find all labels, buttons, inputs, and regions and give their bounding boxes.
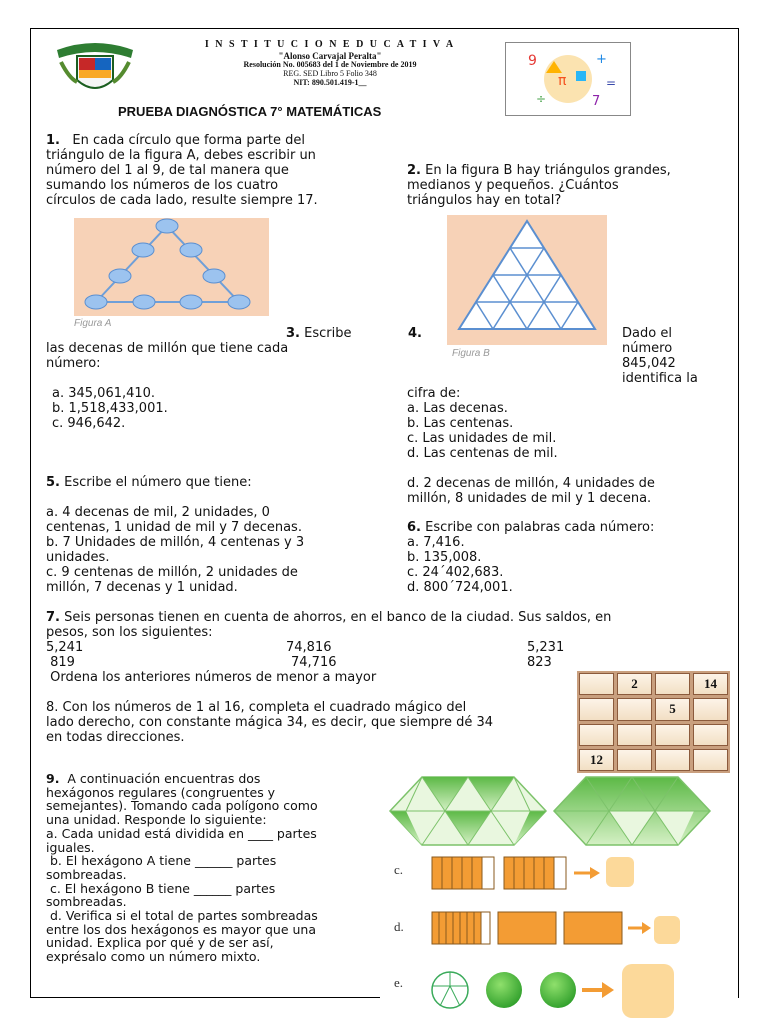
- registry: REG. SED Libro 5 Folio 348: [283, 69, 377, 78]
- q1-line: triángulo de la figura A, debes escribir un: [46, 148, 316, 163]
- q5-line: millón, 7 decenas y 1 unidad.: [46, 580, 238, 595]
- question-number: 4.: [408, 326, 422, 341]
- svg-text:π: π: [558, 73, 567, 89]
- page-title: PRUEBA DIAGNÓSTICA 7° MATEMÁTICAS: [118, 104, 382, 119]
- question-4: [407, 386, 558, 461]
- figure-b-caption: Figura B: [452, 348, 490, 359]
- question-5: [46, 505, 304, 595]
- svg-text:÷: ÷: [536, 92, 547, 106]
- q6-text: Escribe con palabras cada número:: [425, 520, 655, 535]
- q4-item: d. Las centenas de mil.: [407, 446, 558, 461]
- hexagon-b: [552, 775, 712, 851]
- question-number: 5.: [46, 475, 60, 490]
- q6-item: c. 24´402,683.: [407, 565, 504, 580]
- resolution: Resolución No. 005683 del 1 de Noviembre de 2019: [243, 60, 417, 69]
- question-7: [46, 610, 736, 640]
- row-label-c: c.: [394, 862, 404, 877]
- q8-line: 8. Con los números de 1 al 16, completa el cuadrado mágico del: [46, 700, 467, 715]
- svg-text:9: 9: [528, 53, 537, 69]
- magic-square-cell[interactable]: 12: [579, 749, 614, 771]
- magic-square-cell[interactable]: [617, 724, 652, 746]
- magic-square-cell[interactable]: [579, 698, 614, 720]
- figure-a-triangle: [74, 218, 269, 316]
- q2-line: En la figura B hay triángulos grandes,: [425, 163, 671, 178]
- q6-item: b. 135,008.: [407, 550, 482, 565]
- q7-instruction: Ordena los anteriores números de menor a mayor: [46, 670, 377, 685]
- q3-first: Escribe: [304, 326, 352, 341]
- svg-text:=: =: [606, 76, 617, 90]
- q4-side-line: número: [622, 341, 673, 356]
- q2-line: medianos y pequeños. ¿Cuántos: [407, 178, 619, 193]
- q5-line: a. 4 decenas de mil, 2 unidades, 0: [46, 505, 270, 520]
- magic-square-cell[interactable]: 5: [655, 698, 690, 720]
- magic-square-cell[interactable]: [579, 673, 614, 695]
- hexagon-a: [388, 775, 548, 851]
- balance-value: 74,716: [291, 655, 337, 670]
- magic-square-cell[interactable]: [655, 673, 690, 695]
- q4-side-line: Dado el: [622, 326, 672, 341]
- q5-heading: [46, 475, 252, 490]
- institution-name: I N S T I T U C I O N E D U C A T I V A: [204, 39, 456, 50]
- q3-line: número:: [46, 356, 101, 371]
- q6-item: d. 800´724,001.: [407, 580, 513, 595]
- school-logo: [55, 38, 135, 98]
- balance-value: 5,241: [46, 640, 84, 655]
- q4-side-line: 845,042: [622, 356, 676, 371]
- q9-line: entre los dos hexágonos es mayor que una: [46, 921, 317, 937]
- q3-heading: [286, 326, 351, 341]
- figure-b-triangles: [447, 215, 607, 345]
- figure-a-caption: Figura A: [74, 318, 112, 329]
- fraction-bars-d: [430, 908, 690, 954]
- q5-line: d. 2 decenas de millón, 4 unidades de: [407, 476, 655, 491]
- q4-number: [408, 326, 422, 341]
- q3-item: b. 1,518,433,001.: [52, 401, 168, 416]
- q1-line: sumando los números de los cuatro: [46, 178, 279, 193]
- q8-line: en todas direcciones.: [46, 730, 185, 745]
- fraction-bars-c: [430, 853, 640, 897]
- balance-value: 74,816: [286, 640, 332, 655]
- question-8: [46, 700, 493, 745]
- q4-item: a. Las decenas.: [407, 401, 508, 416]
- q7-line: Seis personas tienen en cuenta de ahorros, en el banco de la ciudad. Sus saldos, en: [64, 610, 612, 625]
- question-number: 6.: [407, 520, 421, 535]
- q9-line: d. Verifica si el total de partes sombreadas: [46, 908, 318, 924]
- magic-square-cell[interactable]: [655, 749, 690, 771]
- q5-line: millón, 8 unidades de mil y 1 decena.: [407, 491, 652, 506]
- q5-line: centenas, 1 unidad de mil y 7 decenas.: [46, 520, 302, 535]
- q9-line: unidad. Explica por qué y de ser así,: [46, 935, 274, 951]
- magic-square: [577, 671, 730, 773]
- q9-line: hexágonos regulares (congruentes y: [46, 784, 276, 800]
- q5-line: b. 7 Unidades de millón, 4 centenas y 3: [46, 535, 305, 550]
- circles-e: [430, 960, 680, 1022]
- magic-square-cell[interactable]: [693, 724, 728, 746]
- magic-square-cell[interactable]: 14: [693, 673, 728, 695]
- q5-line: unidades.: [46, 550, 110, 565]
- question-number: 9.: [46, 771, 60, 786]
- balance-value: 819: [46, 655, 75, 670]
- q9-line: exprésalo como un número mixto.: [46, 949, 261, 965]
- q4-side-line: identifica la: [622, 371, 698, 386]
- page-border-bottom: [30, 997, 380, 998]
- q9-line: c. El hexágono B tiene ______ partes: [46, 880, 276, 896]
- school-name: "Alonso Carvajal Peralta": [278, 51, 382, 61]
- q9-line: b. El hexágono A tiene ______ partes: [46, 853, 277, 869]
- question-3: [46, 341, 288, 431]
- balance-value: 823: [527, 655, 552, 670]
- balance-value: 5,231: [527, 640, 565, 655]
- q4-item: c. Las unidades de mil.: [407, 431, 557, 446]
- question-number: 1.: [46, 133, 60, 148]
- q9-line: a. Cada unidad está dividida en ____ partes: [46, 825, 317, 841]
- q1-line: número del 1 al 9, de tal manera que: [46, 163, 289, 178]
- question-6: [407, 520, 654, 595]
- q4-side-text: [622, 326, 698, 386]
- q2-line: triángulos hay en total?: [407, 193, 562, 208]
- row-label-e: e.: [394, 975, 404, 990]
- magic-square-cell[interactable]: [693, 749, 728, 771]
- q9-line: una unidad. Responde lo siguiente:: [46, 812, 267, 828]
- math-decoration-image: [505, 42, 631, 116]
- q4-item: b. Las centenas.: [407, 416, 514, 431]
- q7-line: pesos, son los siguientes:: [46, 625, 213, 640]
- q5-right: [407, 476, 655, 506]
- q9-line: A continuación encuentras dos: [59, 771, 261, 786]
- q3-item: a. 345,061,410.: [52, 386, 156, 401]
- q9-line: sombreadas.: [46, 894, 127, 910]
- magic-square-cell[interactable]: [693, 698, 728, 720]
- q8-line: lado derecho, con constante mágica 34, es decir, que siempre dé 34: [46, 715, 494, 730]
- question-number: 2.: [407, 163, 421, 178]
- row-label-d: d.: [394, 919, 404, 934]
- q5-text: Escribe el número que tiene:: [64, 475, 252, 490]
- question-number: 3.: [286, 326, 300, 341]
- q5-line: c. 9 centenas de millón, 2 unidades de: [46, 565, 298, 580]
- q3-line: las decenas de millón que tiene cada: [46, 341, 289, 356]
- q9-line: iguales.: [46, 839, 95, 855]
- page-border-top: [30, 28, 739, 29]
- magic-square-cell[interactable]: [579, 724, 614, 746]
- question-2: [407, 163, 671, 208]
- question-9: [46, 772, 318, 964]
- magic-square-cell[interactable]: [655, 724, 690, 746]
- q4-line: cifra de:: [407, 386, 461, 401]
- q9-line: sombreadas.: [46, 866, 127, 882]
- q3-item: c. 946,642.: [52, 416, 126, 431]
- q9-line: semejantes). Tomando cada polígono como: [46, 798, 318, 814]
- q6-item: a. 7,416.: [407, 535, 465, 550]
- question-1: [46, 133, 318, 208]
- q1-line: En cada círculo que forma parte del: [72, 133, 306, 148]
- magic-square-cell[interactable]: [617, 698, 652, 720]
- svg-text:7: 7: [592, 94, 601, 109]
- magic-square-cell[interactable]: 2: [617, 673, 652, 695]
- q1-line: círculos de cada lado, resulte siempre 17.: [46, 193, 318, 208]
- question-number: 7.: [46, 610, 60, 625]
- nit: NIT: 890.501.419-1__: [293, 78, 367, 87]
- magic-square-cell[interactable]: [617, 749, 652, 771]
- page-border-right: [738, 28, 739, 998]
- svg-text:+: +: [596, 52, 607, 67]
- page-border-left: [30, 28, 31, 998]
